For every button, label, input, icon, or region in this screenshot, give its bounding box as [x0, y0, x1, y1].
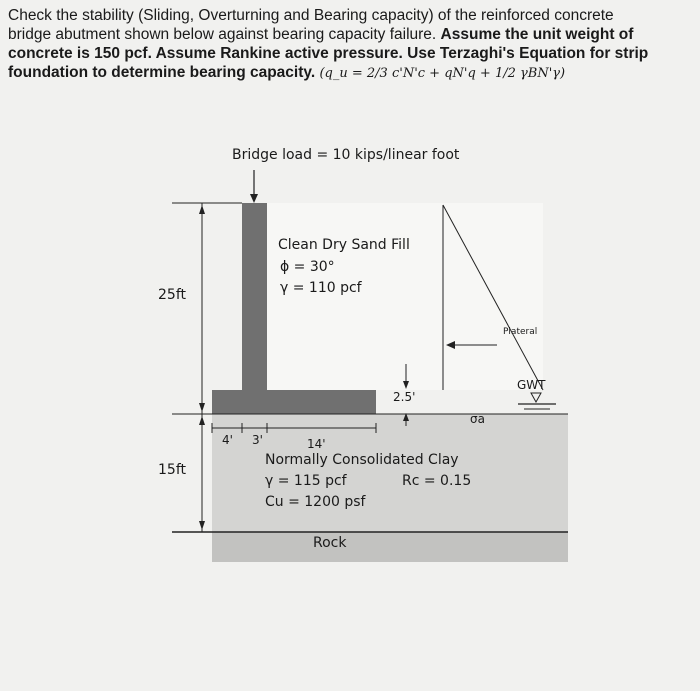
rock-layer: [212, 532, 568, 562]
abutment-stem: [242, 203, 267, 390]
height-upper-label: 25ft: [158, 287, 186, 303]
gwt-triangle: [531, 393, 541, 402]
terzaghi-formula: (q_u = 2/3 c'N'c + qN'q + 1/2 γBN'γ): [319, 66, 566, 81]
footing-depth-label: 2.5': [393, 390, 416, 404]
problem-line-3-bold: concrete is 150 pcf. Assume Rankine active pressure. Use Terzaghi's Equation for strip: [8, 45, 649, 62]
clay-cu-label: Cu = 1200 psf: [265, 494, 366, 510]
heel-width-label: 14': [307, 437, 326, 451]
sand-fill: [267, 203, 543, 390]
problem-line-1: Check the stability (Sliding, Overturning and Bearing capacity) of the reinforced concrete: [8, 7, 614, 24]
fill-title-label: Clean Dry Sand Fill: [278, 237, 410, 253]
toe-width-label: 4': [222, 433, 233, 447]
clay-title-label: Normally Consolidated Clay: [265, 452, 459, 468]
abutment-figure: [0, 130, 700, 590]
problem-line-4-bold: foundation to determine bearing capacity.: [8, 64, 316, 81]
plateral-label: Plateral: [503, 327, 538, 337]
bridge-load-arrowhead: [250, 194, 258, 203]
rock-label: Rock: [313, 535, 347, 551]
fill-phi-label: ϕ = 30°: [280, 259, 335, 275]
clay-rc-label: Rc = 0.15: [402, 473, 472, 489]
problem-line-2-bold: Assume the unit weight of: [440, 26, 634, 43]
dim-arrow-mid-up: [199, 403, 205, 412]
fill-gamma-label: γ = 110 pcf: [280, 280, 362, 296]
dim-arrow-bottom: [199, 521, 205, 530]
sigma-a-label: σa: [470, 412, 485, 426]
clay-gamma-label: γ = 115 pcf: [265, 473, 347, 489]
abutment-diagram: [0, 130, 700, 590]
problem-line-2: bridge abutment shown below against bearing capacity failure.: [8, 26, 437, 43]
dim-arrow-mid-down: [199, 416, 205, 425]
gwt-label: GWT: [517, 378, 546, 392]
problem-statement: [8, 6, 692, 83]
height-lower-label: 15ft: [158, 462, 186, 478]
dim-arrow-top: [199, 205, 205, 214]
stem-width-label: 3': [252, 433, 263, 447]
abutment-footing: [212, 390, 376, 414]
bridge-load-label: Bridge load = 10 kips/linear foot: [232, 147, 460, 163]
